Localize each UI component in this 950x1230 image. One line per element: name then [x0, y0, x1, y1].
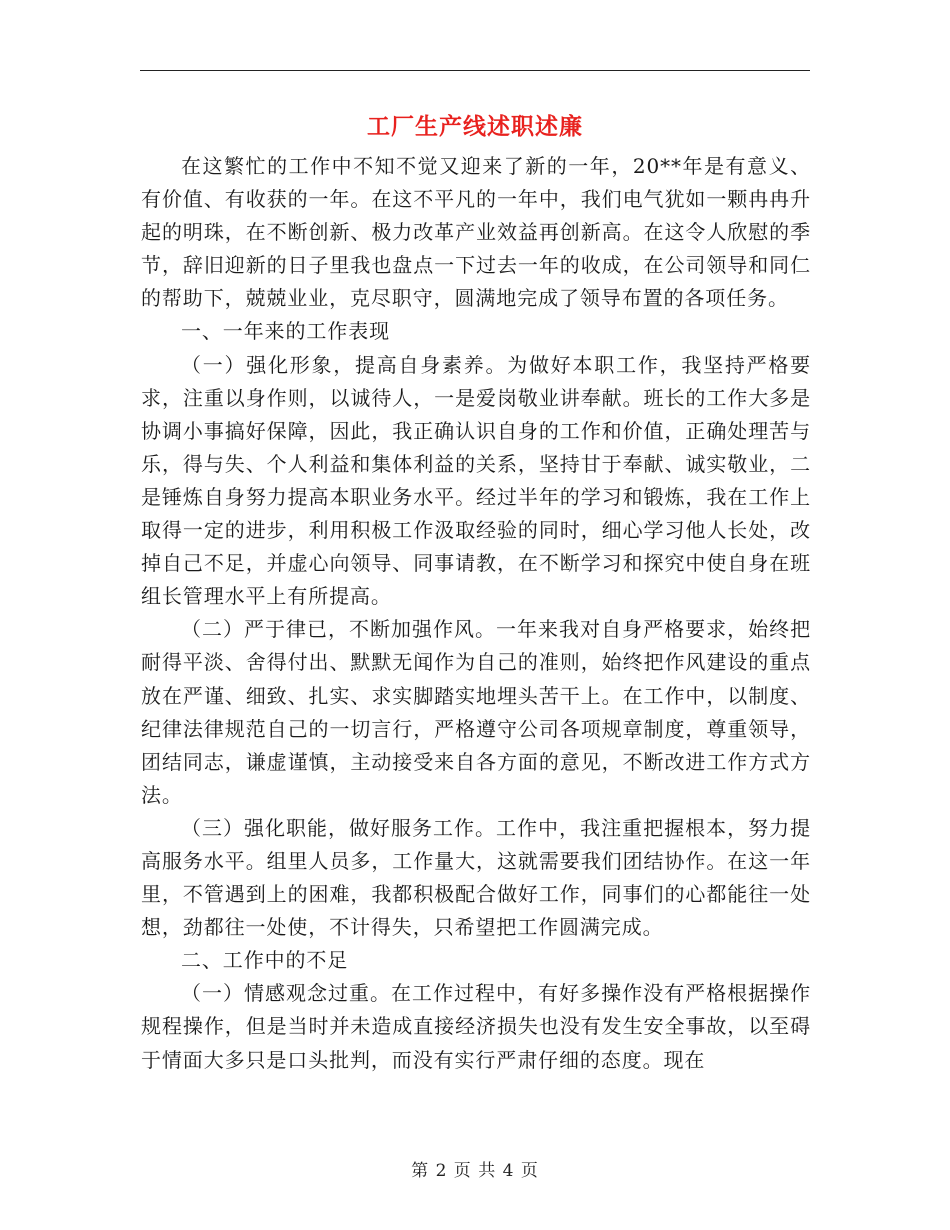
paragraph-item-1: （一）强化形象，提高自身素养。为做好本职工作，我坚持严格要求，注重以身作则，以诚待人，一是爱岗敬业讲奉献。班长的工作大多是协调小事搞好保障，因此，我正确认识自身的工作和价值，正确处理苦与乐，得与失、个人利益和集体利益的关系，坚持甘于奉献、诚实敬业，二是锤炼自身努力提高本职业务水平。经过半年的学习和锻炼，我在工作上取得一定的进步，利用积极工作汲取经验的同时，细心学习他人长处，改掉自己不足，并虚心向领导、同事请教，在不断学习和探究中使自身在班组长管理水平上有所提高。 — [141, 352, 811, 609]
document-body — [141, 150, 811, 1077]
section-heading-performance: 一、一年来的工作表现 — [181, 319, 390, 344]
section-heading-shortcomings: 二、工作中的不足 — [181, 948, 349, 973]
page-number: 第 2 页 共 4 页 — [411, 1161, 539, 1181]
paragraph-intro: 在这繁忙的工作中不知不觉又迎来了新的一年，20**年是有意义、有价值、有收获的一年。在这不平凡的一年中，我们电气犹如一颗冉冉升起的明珠，在不断创新、极力改革产业效益再创新高。在这令人欣慰的季节，辞旧迎新的日子里我也盘点一下过去一年的收成，在公司领导和同仁的帮助下，兢兢业业，克尽职守，圆满地完成了领导布置的各项任务。 — [141, 154, 811, 311]
paragraph-item-2: （二）严于律已，不断加强作风。一年来我对自身严格要求，始终把耐得平淡、舍得付出、默默无闻作为自己的准则，始终把作风建设的重点放在严谨、细致、扎实、求实脚踏实地埋头苦干上。在工作中，以制度、纪律法律规范自己的一切言行，严格遵守公司各项规章制度，尊重领导，团结同志，谦虚谨慎，主动接受来自各方面的意见，不断改进工作方式方法。 — [141, 617, 811, 807]
document-title: 工厂生产线述职述廉 — [367, 114, 583, 140]
paragraph-shortcoming-1: （一）情感观念过重。在工作过程中，有好多操作没有严格根据操作规程操作，但是当时并未造成直接经济损失也没有发生安全事故，以至碍于情面大多只是口头批判，而没有实行严肃仔细的态度。现在 — [141, 981, 811, 1072]
header-rule — [140, 70, 810, 71]
paragraph-item-3: （三）强化职能，做好服务工作。工作中，我注重把握根本，努力提高服务水平。组里人员多，工作量大，这就需要我们团结协作。在这一年里，不管遇到上的困难，我都积极配合做好工作，同事们的心都能往一处想，劲都往一处使，不计得失，只希望把工作圆满完成。 — [141, 815, 811, 940]
